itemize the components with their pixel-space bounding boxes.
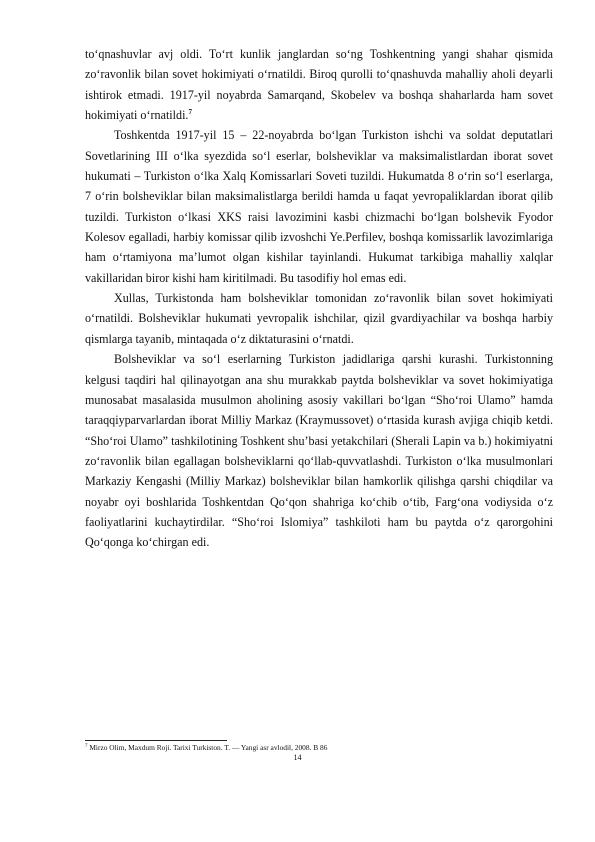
paragraph-4: Bolsheviklar va so‘l eserlarning Turkiston jadidlariga qarshi kurashi. Turkistonning kelgusi taqdiri hal qilinayotgan ana shu murakkab paytda bolsheviklar va sovet hokimiyatiga munosabat masalasida musulmon aholining asosiy vakillari bo‘lgan “Sho‘roi Ulamo” hamda taraqqiyparvarlardan iborat Milliy Markaz (Kraymussovet) o‘rtasida kurash avjiga chiqib ketdi. “Sho‘roi Ulamo” tashkilotining Toshkent shu’basi yetakchilari (Sherali Lapin va b.) hokimiyatni zo‘ravonlik bilan egallagan bolsheviklarni qo‘llab-quvvatlashdi. Turkiston o‘lka musulmonlari Markaziy Kengashi (Milliy Markaz) bolsheviklar bilan hamkorlik qilishga qarshi chiqdilar va noyabr oyi boshlarida Toshkentdan Qo‘qon shahriga ko‘chib o‘tib, Farg‘ona vodiysida o‘z faoliyatlarini kuchaytirdilar. “Sho‘roi Islomiya” tashkiloti ham bu paytda o‘z qarorgohini Qo‘qonga ko‘chirgan edi. xyxy=(85,352,553,550)
footnote xyxy=(85,743,555,753)
footnote-reference[interactable]: 7 xyxy=(188,108,192,117)
paragraph-3: Xullas, Turkistonda ham bolsheviklar tomonidan zo‘ravonlik bilan sovet hokimiyati o‘rnatildi. Bolsheviklar hukumati yevropalik ishchilar, qizil gvardiyachilar va boshqa harbiy qismlarga tayanib, mintaqada o‘z diktaturasini o‘rnatdi. xyxy=(85,291,553,346)
paragraph-1 xyxy=(85,44,553,125)
footnote-text: Mirzo Olim, Maxdum Roji. Tarixi Turkiston. T. — Yangi asr avlodi‖, 2008. B 86 xyxy=(89,743,328,752)
footnote-separator xyxy=(85,740,227,741)
page-number: 14 xyxy=(293,753,302,762)
paragraph-2: Toshkentda 1917-yil 15 – 22-noyabrda bo‘lgan Turkiston ishchi va soldat deputatlari Sovetlarining III o‘lka syezdida so‘l eserlar, bolsheviklar va maksimalistlardan iborat sovet hukumati – Turkiston o‘lka Xalq Komissarlari Soveti tuzildi. Hukumatda 8 o‘rin so‘l eserlarga, 7 o‘rin bolsheviklar bilan maksimalistlarga berildi hamda u faqat yevropaliklardan iborat qilib tuzildi. Turkiston o‘lkasi XKS raisi lavozimini kasbi chizmachi bo‘lgan bolshevik Fyodor Kolesov egalladi, harbiy komissar qilib izvoshchi Ye.Perfilev, boshqa komissarlik lavozimlariga ham o‘rtamiyona ma’lumot olgan kishilar tayinlandi. Hukumat tarkibiga mahalliy xalqlar vakillaridan biror kishi ham kiritilmadi. Bu tasodifiy hol emas edi. xyxy=(85,128,553,285)
footnote-marker: 7 xyxy=(85,744,88,749)
body-text xyxy=(85,44,553,553)
paragraph-1-text: to‘qnashuvlar avj oldi. To‘rt kunlik janglardan so‘ng Toshkentning yangi shahar qismida zo‘ravonlik bilan sovet hokimiyati o‘rnatildi. Biroq qurolli to‘qnashuvda mahalliy aholi deyarli ishtirok etmadi. 1917-yil noyabrda Samarqand, Skobelev va boshqa shaharlarda ham sovet hokimiyati o‘rnatildi. xyxy=(85,47,553,123)
